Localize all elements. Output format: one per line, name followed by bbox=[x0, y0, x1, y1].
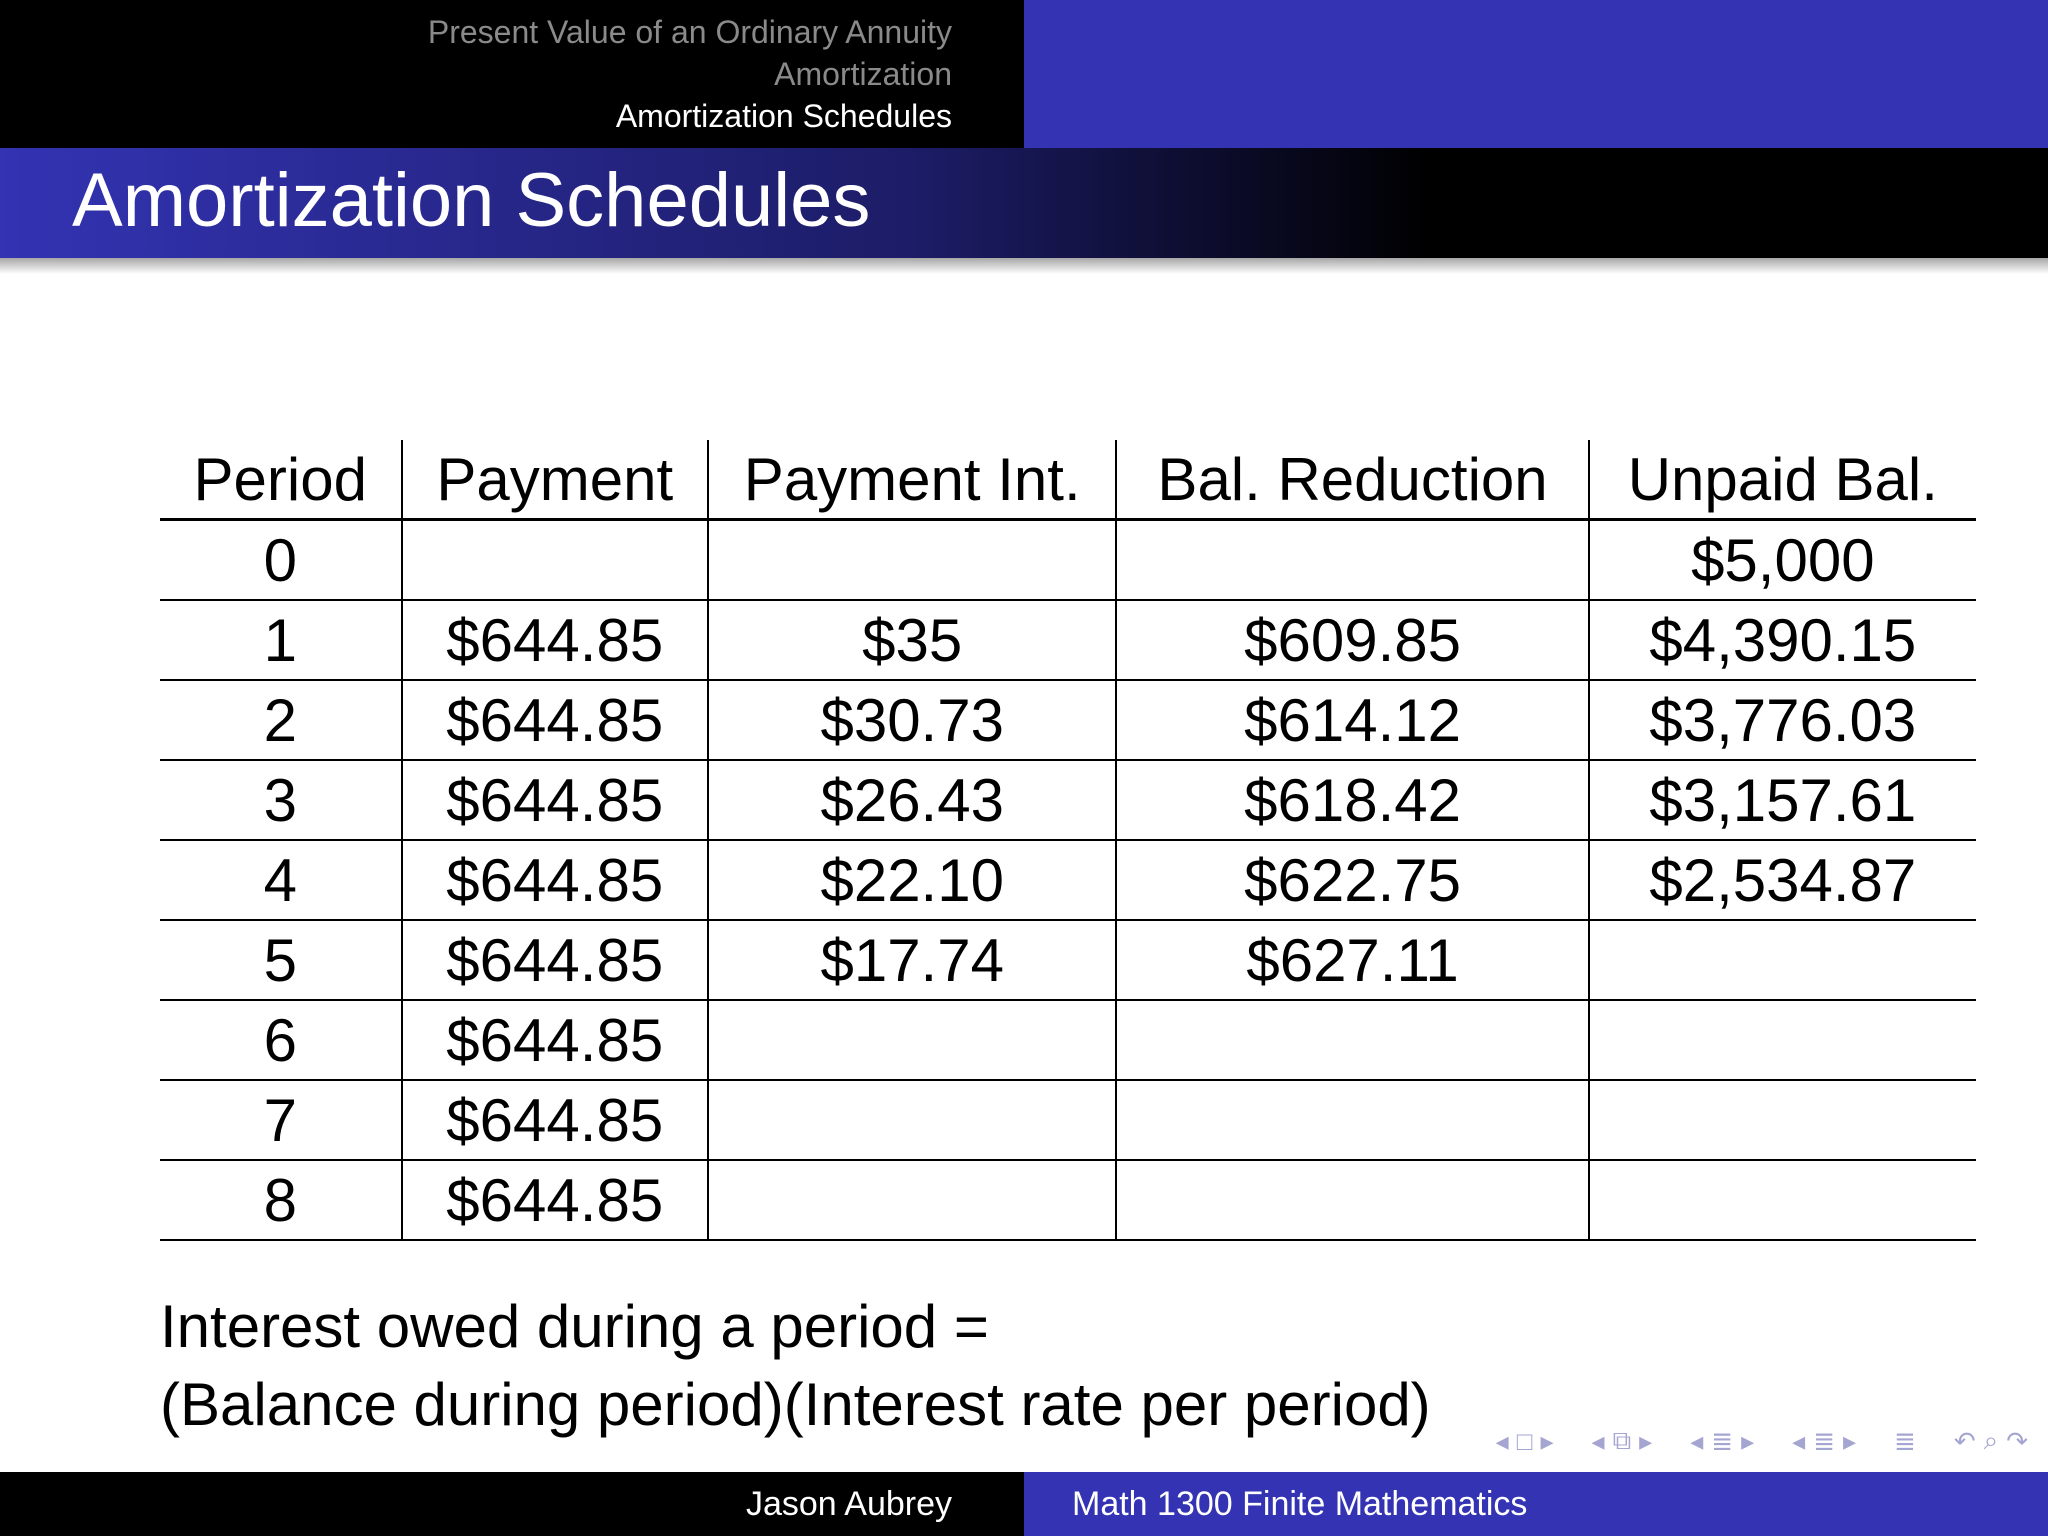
cell-period: 3 bbox=[160, 760, 402, 840]
next-slide-arrow-icon[interactable]: ▸ bbox=[1540, 1425, 1554, 1456]
cell-unpaid: $4,390.15 bbox=[1589, 600, 1976, 680]
next-subsection-arrow-icon[interactable]: ▸ bbox=[1741, 1425, 1755, 1456]
table-row bbox=[160, 1160, 1976, 1240]
table-header-row bbox=[160, 440, 1976, 520]
next-section-arrow-icon[interactable]: ▸ bbox=[1842, 1425, 1857, 1456]
next-frame-arrow-icon[interactable]: ▸ bbox=[1639, 1425, 1653, 1456]
cell-period: 8 bbox=[160, 1160, 402, 1240]
formula-line-1: Interest owed during a period = bbox=[160, 1293, 989, 1360]
table-row bbox=[160, 520, 1976, 601]
cell-reduction bbox=[1116, 1080, 1588, 1160]
subsection-icon[interactable]: ≣ bbox=[1711, 1425, 1734, 1456]
cell-unpaid: $3,157.61 bbox=[1589, 760, 1976, 840]
cell-interest: $17.74 bbox=[708, 920, 1116, 1000]
cell-interest: $26.43 bbox=[708, 760, 1116, 840]
back-icon[interactable]: ↶ bbox=[1953, 1425, 1976, 1456]
nav-subsection-amortization[interactable]: Amortization bbox=[774, 56, 952, 92]
cell-period: 7 bbox=[160, 1080, 402, 1160]
section-icon[interactable]: ≣ bbox=[1813, 1425, 1835, 1456]
column-header-payment-interest: Payment Int. bbox=[708, 440, 1116, 520]
cell-interest: $30.73 bbox=[708, 680, 1116, 760]
cell-period: 1 bbox=[160, 600, 402, 680]
cell-payment: $644.85 bbox=[402, 680, 708, 760]
cell-payment: $644.85 bbox=[402, 840, 708, 920]
cell-period: 0 bbox=[160, 520, 402, 601]
cell-period: 2 bbox=[160, 680, 402, 760]
prev-frame-arrow-icon[interactable]: ◂ bbox=[1591, 1425, 1605, 1456]
cell-interest bbox=[708, 1160, 1116, 1240]
table-row bbox=[160, 920, 1976, 1000]
cell-reduction: $627.11 bbox=[1116, 920, 1588, 1000]
cell-reduction bbox=[1116, 1000, 1588, 1080]
column-header-period: Period bbox=[160, 440, 402, 520]
nav-subsection-amortization-schedules[interactable]: Amortization Schedules bbox=[615, 98, 952, 134]
cell-reduction: $618.42 bbox=[1116, 760, 1588, 840]
column-header-balance-reduction: Bal. Reduction bbox=[1116, 440, 1588, 520]
cell-payment: $644.85 bbox=[402, 1080, 708, 1160]
table-row bbox=[160, 1000, 1976, 1080]
cell-unpaid bbox=[1589, 1000, 1976, 1080]
frame-title: Amortization Schedules bbox=[72, 158, 871, 243]
column-header-payment: Payment bbox=[402, 440, 708, 520]
cell-payment: $644.85 bbox=[402, 1000, 708, 1080]
amortization-schedule-table bbox=[160, 440, 1976, 1241]
nav-section-present-value[interactable]: Present Value of an Ordinary Annuity bbox=[427, 14, 952, 50]
cell-payment: $644.85 bbox=[402, 600, 708, 680]
footer-author: Jason Aubrey bbox=[0, 1472, 1024, 1536]
cell-payment: $644.85 bbox=[402, 760, 708, 840]
forward-icon[interactable]: ↷ bbox=[2006, 1425, 2028, 1456]
cell-unpaid bbox=[1589, 1160, 1976, 1240]
cell-reduction: $609.85 bbox=[1116, 600, 1588, 680]
cell-interest bbox=[708, 1000, 1116, 1080]
cell-unpaid: $3,776.03 bbox=[1589, 680, 1976, 760]
table-row bbox=[160, 840, 1976, 920]
document-icon[interactable]: ≣ bbox=[1894, 1425, 1916, 1456]
cell-interest bbox=[708, 1080, 1116, 1160]
formula-line-2: (Balance during period)(Interest rate per period) bbox=[160, 1371, 1431, 1438]
header-blue-band bbox=[1024, 0, 2048, 148]
cell-interest: $22.10 bbox=[708, 840, 1116, 920]
column-header-unpaid-balance: Unpaid Bal. bbox=[1589, 440, 1976, 520]
cell-reduction bbox=[1116, 520, 1588, 601]
prev-section-arrow-icon[interactable]: ◂ bbox=[1792, 1425, 1806, 1456]
footer-course-title: Math 1300 Finite Mathematics bbox=[1024, 1472, 2048, 1536]
cell-unpaid: $2,534.87 bbox=[1589, 840, 1976, 920]
table-row bbox=[160, 680, 1976, 760]
footer bbox=[0, 1472, 2048, 1536]
section-navigation bbox=[0, 0, 1024, 148]
frame-icon[interactable]: ⧉ bbox=[1612, 1425, 1632, 1455]
prev-slide-arrow-icon[interactable]: ◂ bbox=[1495, 1425, 1509, 1456]
header-navigation bbox=[0, 0, 2048, 148]
slide-icon[interactable]: □ bbox=[1516, 1425, 1533, 1456]
cell-reduction: $614.12 bbox=[1116, 680, 1588, 760]
cell-period: 5 bbox=[160, 920, 402, 1000]
table-row bbox=[160, 1080, 1976, 1160]
cell-unpaid bbox=[1589, 1080, 1976, 1160]
table-row bbox=[160, 760, 1976, 840]
cell-interest bbox=[708, 520, 1116, 601]
beamer-navigation-symbols bbox=[1492, 1426, 2032, 1456]
title-bar-shadow bbox=[0, 258, 2048, 274]
cell-unpaid bbox=[1589, 920, 1976, 1000]
cell-unpaid: $5,000 bbox=[1589, 520, 1976, 601]
cell-interest: $35 bbox=[708, 600, 1116, 680]
cell-reduction: $622.75 bbox=[1116, 840, 1588, 920]
prev-subsection-arrow-icon[interactable]: ◂ bbox=[1690, 1425, 1704, 1456]
cell-reduction bbox=[1116, 1160, 1588, 1240]
cell-payment: $644.85 bbox=[402, 1160, 708, 1240]
interest-formula bbox=[160, 1288, 1431, 1444]
search-icon[interactable]: ⌕ bbox=[1983, 1425, 1999, 1455]
cell-payment: $644.85 bbox=[402, 920, 708, 1000]
cell-period: 6 bbox=[160, 1000, 402, 1080]
cell-payment bbox=[402, 520, 708, 601]
cell-period: 4 bbox=[160, 840, 402, 920]
table-row bbox=[160, 600, 1976, 680]
